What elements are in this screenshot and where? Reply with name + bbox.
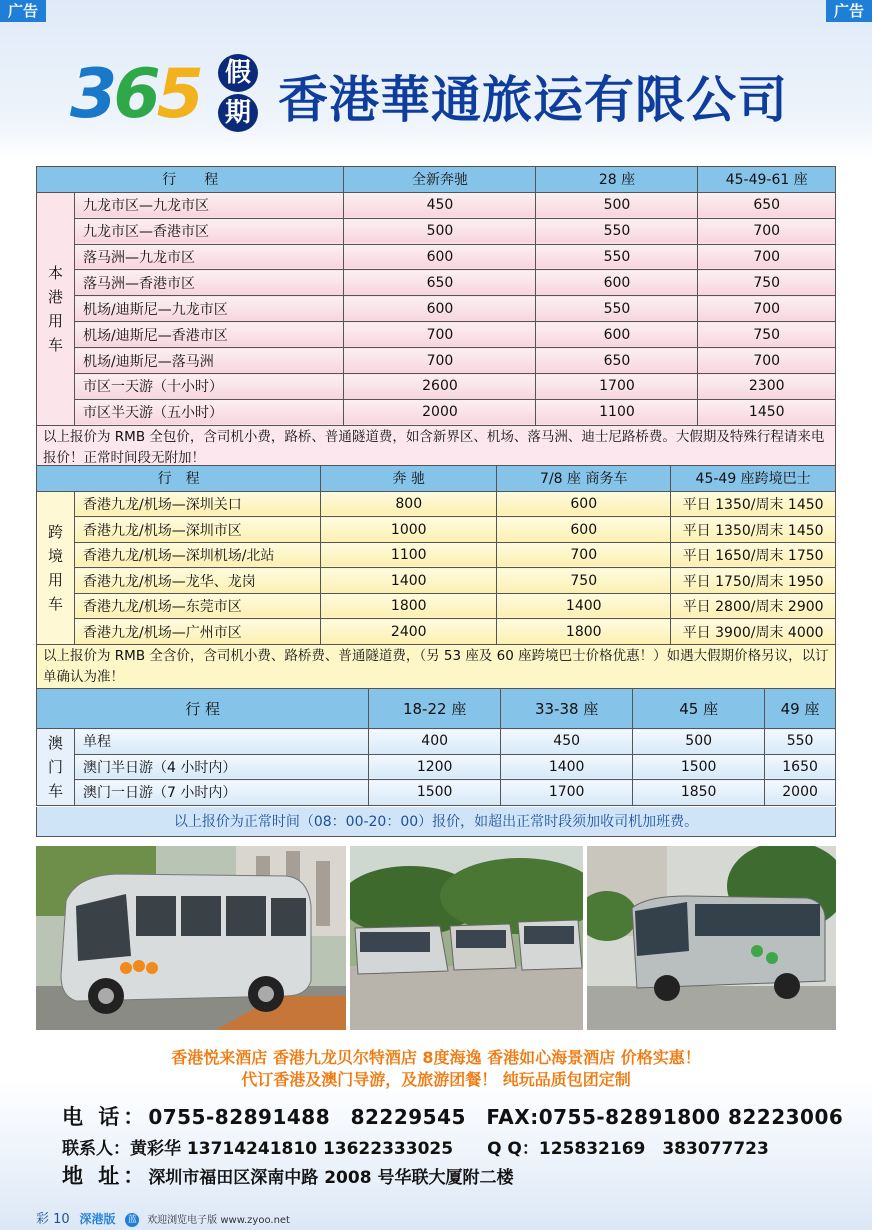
price-cell: 2400	[321, 619, 497, 645]
price-cell: 1850	[633, 780, 765, 806]
route-cell: 香港九龙/机场—深圳关口	[75, 491, 321, 517]
price-cell: 1700	[501, 780, 633, 806]
coach-fleet-photo	[350, 846, 583, 1030]
route-cell: 机场/迪斯尼—香港市区	[75, 322, 344, 348]
price-cell: 1800	[497, 619, 671, 645]
route-cell: 落马洲—香港市区	[75, 270, 344, 296]
route-cell: 香港九龙/机场—东莞市区	[75, 593, 321, 619]
col-header: 18-22 座	[369, 689, 501, 729]
side-label-char: 车	[47, 335, 63, 354]
price-cell: 800	[321, 491, 497, 517]
price-cell: 2000	[765, 780, 836, 806]
contact-address	[62, 1160, 513, 1190]
promo-services: 代订香港及澳门导游，及旅游团餐！ 纯玩品质包团定制	[241, 1070, 631, 1089]
person-label: 联系人：	[62, 1139, 130, 1159]
price-cell: 1800	[321, 593, 497, 619]
table-row	[37, 322, 836, 348]
table-row	[37, 296, 836, 322]
minibus-photo	[36, 846, 346, 1030]
side-label-char: 港	[47, 287, 63, 306]
price-cell: 1700	[536, 374, 698, 400]
logo-365: 365	[70, 55, 200, 134]
col-header: 33-38 座	[501, 689, 633, 729]
col-header: 全新奔驰	[344, 167, 536, 193]
price-cell: 2000	[344, 399, 536, 425]
col-header: 行 程	[37, 466, 321, 492]
price-cell: 550	[536, 218, 698, 244]
header	[0, 40, 872, 150]
route-cell: 香港九龙/机场—深圳市区	[75, 517, 321, 543]
price-cell: 平日 1750/周末 1950	[671, 568, 836, 594]
price-cell: 500	[633, 729, 765, 755]
price-cell: 750	[698, 270, 836, 296]
col-header: 7/8 座 商务车	[497, 466, 671, 492]
table-row	[37, 399, 836, 425]
table-row	[37, 780, 836, 806]
promo-hotels: 香港悦来酒店 香港九龙贝尔特酒店 8度海逸 香港如心海景酒店 价格实惠！	[171, 1048, 701, 1067]
price-cell: 550	[536, 244, 698, 270]
section-side-label	[37, 491, 75, 644]
person-details: 黄彩华 13714241810 13622333025 Q Q：125832169 383077723	[130, 1139, 769, 1159]
cross-header-row	[37, 466, 836, 492]
table-row	[37, 729, 836, 755]
price-cell: 700	[698, 348, 836, 374]
side-label-char: 用	[47, 570, 63, 589]
phone-numbers: 0755-82891488 82229545 FAX:0755-82891800 82223006	[148, 1105, 844, 1129]
side-label-char: 车	[47, 594, 63, 613]
route-cell: 机场/迪斯尼—九龙市区	[75, 296, 344, 322]
table-row	[37, 192, 836, 218]
price-cell: 500	[536, 192, 698, 218]
route-cell: 落马洲—九龙市区	[75, 244, 344, 270]
route-cell: 九龙市区—香港市区	[75, 218, 344, 244]
price-cell: 450	[344, 192, 536, 218]
price-cell: 700	[344, 348, 536, 374]
price-cell: 750	[497, 568, 671, 594]
route-cell: 澳门半日游（4 小时内）	[75, 754, 369, 780]
table-row	[37, 542, 836, 568]
price-cell: 600	[536, 270, 698, 296]
local-header-row	[37, 167, 836, 193]
ad-tag-right: 广告	[826, 0, 872, 22]
price-cell: 700	[698, 218, 836, 244]
price-cell: 2300	[698, 374, 836, 400]
section-side-label	[37, 729, 75, 806]
price-cell: 700	[698, 244, 836, 270]
col-header: 行 程	[37, 167, 344, 193]
address-text: 深圳市福田区深南中路 2008 号华联大厦附二楼	[148, 1168, 514, 1188]
table-row	[37, 491, 836, 517]
col-header: 28 座	[536, 167, 698, 193]
table-row	[37, 593, 836, 619]
table-row	[37, 218, 836, 244]
price-cell: 1650	[765, 754, 836, 780]
side-label-char: 车	[47, 781, 63, 800]
price-cell: 平日 3900/周末 4000	[671, 619, 836, 645]
table-row	[37, 568, 836, 594]
price-cell: 600	[497, 491, 671, 517]
table-row	[37, 374, 836, 400]
price-cell: 600	[536, 322, 698, 348]
price-cell: 700	[698, 296, 836, 322]
price-cell: 600	[497, 517, 671, 543]
price-cell: 650	[698, 192, 836, 218]
col-header: 45-49 座跨境巴士	[671, 466, 836, 492]
company-name: 香港華通旅运有限公司	[278, 71, 788, 129]
price-cell: 1400	[497, 593, 671, 619]
footer	[36, 1208, 290, 1227]
logo-holiday: 假 期	[218, 54, 262, 134]
price-cell: 平日 1650/周末 1750	[671, 542, 836, 568]
coach-bus-photo	[587, 846, 836, 1030]
table-row	[37, 270, 836, 296]
cross-border-price-table	[36, 465, 836, 645]
route-cell: 九龙市区—九龙市区	[75, 192, 344, 218]
cross-note: 以上报价为 RMB 全含价，含司机小费、路桥费、普通隧道费，（另 53 座及 60 座跨境巴士价格优惠！）如遇大假期价格另议，以订单确认为准！	[36, 645, 836, 690]
price-cell: 600	[344, 296, 536, 322]
side-label-char: 澳	[47, 733, 63, 752]
route-cell: 澳门一日游（7 小时内）	[75, 780, 369, 806]
table-row	[37, 348, 836, 374]
page-number: 彩 10	[36, 1212, 70, 1227]
price-cell: 650	[536, 348, 698, 374]
price-cell: 2600	[344, 374, 536, 400]
price-cell: 平日 1350/周末 1450	[671, 491, 836, 517]
price-cell: 平日 2800/周末 2900	[671, 593, 836, 619]
macau-note: 以上报价为正常时间（08：00-20：00）报价，如超出正常时段须加收司机加班费。	[36, 807, 836, 837]
price-cell: 1000	[321, 517, 497, 543]
website-link[interactable]: 欢迎浏览电子版 www.zyoo.net	[147, 1215, 290, 1226]
macau-price-table	[36, 688, 836, 806]
contact-person	[62, 1134, 769, 1159]
side-label-char: 境	[47, 546, 63, 565]
route-cell: 市区一天游（十小时）	[75, 374, 344, 400]
price-cell: 平日 1350/周末 1450	[671, 517, 836, 543]
table-row	[37, 517, 836, 543]
edition-label: 深港版	[79, 1212, 116, 1226]
address-label: 地 址：	[62, 1164, 149, 1188]
brand-icon: 蓝	[125, 1213, 139, 1227]
route-cell: 香港九龙/机场—龙华、龙岗	[75, 568, 321, 594]
local-note: 以上报价为 RMB 全包价，含司机小费，路桥、普通隧道费，如含新界区、机场、落马洲、迪士尼路桥费。大假期及特殊行程请来电报价！正常时间段无附加！	[36, 426, 836, 471]
route-cell: 市区半天游（五小时）	[75, 399, 344, 425]
price-cell: 550	[536, 296, 698, 322]
col-header: 奔 驰	[321, 466, 497, 492]
price-cell: 1100	[321, 542, 497, 568]
route-cell: 单程	[75, 729, 369, 755]
table-row	[37, 619, 836, 645]
price-cell: 1450	[698, 399, 836, 425]
contact-phone	[62, 1101, 843, 1131]
price-cell: 1200	[369, 754, 501, 780]
side-label-char: 跨	[47, 522, 63, 541]
local-price-table	[36, 166, 836, 426]
price-cell: 750	[698, 322, 836, 348]
price-cell: 700	[344, 322, 536, 348]
ad-tag-left: 广告	[0, 0, 46, 22]
price-cell: 400	[369, 729, 501, 755]
col-header: 49 座	[765, 689, 836, 729]
price-cell: 1400	[321, 568, 497, 594]
side-label-char: 门	[47, 757, 63, 776]
price-cell: 500	[344, 218, 536, 244]
price-cell: 600	[344, 244, 536, 270]
section-side-label	[37, 192, 75, 425]
price-cell: 650	[344, 270, 536, 296]
table-row	[37, 244, 836, 270]
price-cell: 1400	[501, 754, 633, 780]
route-cell: 香港九龙/机场—深圳机场/北站	[75, 542, 321, 568]
price-cell: 1500	[369, 780, 501, 806]
side-label-char: 用	[47, 311, 63, 330]
col-header: 45-49-61 座	[698, 167, 836, 193]
route-cell: 香港九龙/机场—广州市区	[75, 619, 321, 645]
price-cell: 1100	[536, 399, 698, 425]
price-cell: 700	[497, 542, 671, 568]
phone-label: 电 话：	[62, 1105, 149, 1129]
table-row	[37, 754, 836, 780]
col-header: 行 程	[37, 689, 369, 729]
price-cell: 550	[765, 729, 836, 755]
price-cell: 1500	[633, 754, 765, 780]
price-cell: 450	[501, 729, 633, 755]
macau-header-row	[37, 689, 836, 729]
col-header: 45 座	[633, 689, 765, 729]
side-label-char: 本	[47, 263, 63, 282]
route-cell: 机场/迪斯尼—落马洲	[75, 348, 344, 374]
